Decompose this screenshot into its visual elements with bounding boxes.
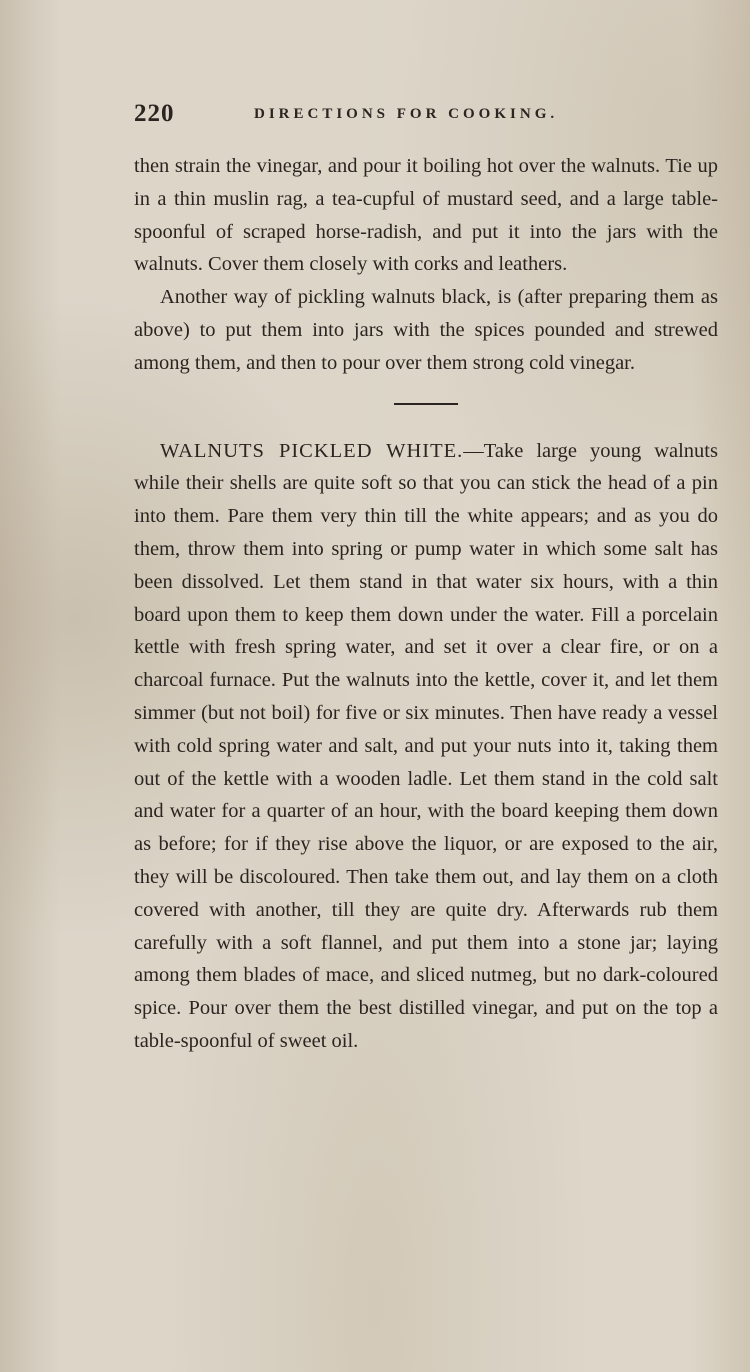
page-number: 220 [134, 100, 175, 127]
page-header [134, 100, 724, 130]
recipe-walnuts-pickled-white [134, 435, 718, 1058]
recipe-text: —Take large young walnuts while their shells are quite soft so that you can stick the head of a pin into them. Pare them very thin till the white appears; and as you do them, throw them into spring or pump water in which some salt has been dissolved. Let them stand in that water six hours, with a thin board upon them to keep them down under the water. Fill a porcelain kettle with fresh spring water, and set it over a clear fire, or on a charcoal furnace. Put the walnuts into the kettle, cover it, and let them simmer (but not boil) for five or six minutes. Then have ready a vessel with cold spring water and salt, and put your nuts into it, taking them out of the kettle with a wooden ladle. Let them stand in the cold salt and water for a quarter of an hour, with the board keeping them down as before; for if they rise above the liquor, or are exposed to the air, they will be discoloured. Then take them out, and lay them on a cloth covered with another, till they are quite dry. Afterwards rub them carefully with a soft flannel, and put them into a stone jar; laying among them blades of mace, and sliced nutmeg, but no dark-coloured spice. Pour over them the best distilled vinegar, and put on the top a table-spoonful of sweet oil. [134, 439, 718, 1052]
section-divider [394, 403, 458, 405]
running-title: DIRECTIONS FOR COOKING. [254, 106, 559, 122]
recipe-title: WALNUTS PICKLED WHITE. [160, 439, 464, 462]
paragraph-continuation: then strain the vinegar, and pour it boiling hot over the walnuts. Tie up in a thin muslin rag, a tea-cupful of mustard seed, and a large table-spoonful of scraped horse-radish, and put it into the jars with the walnuts. Cover them closely with corks and leathers. [134, 155, 718, 276]
paragraph-black-walnuts: Another way of pickling walnuts black, is (after preparing them as above) to put them into jars with the spices pounded and strewed among them, and then to pour over them strong cold vinegar. [134, 286, 718, 374]
page-body [134, 150, 718, 1058]
